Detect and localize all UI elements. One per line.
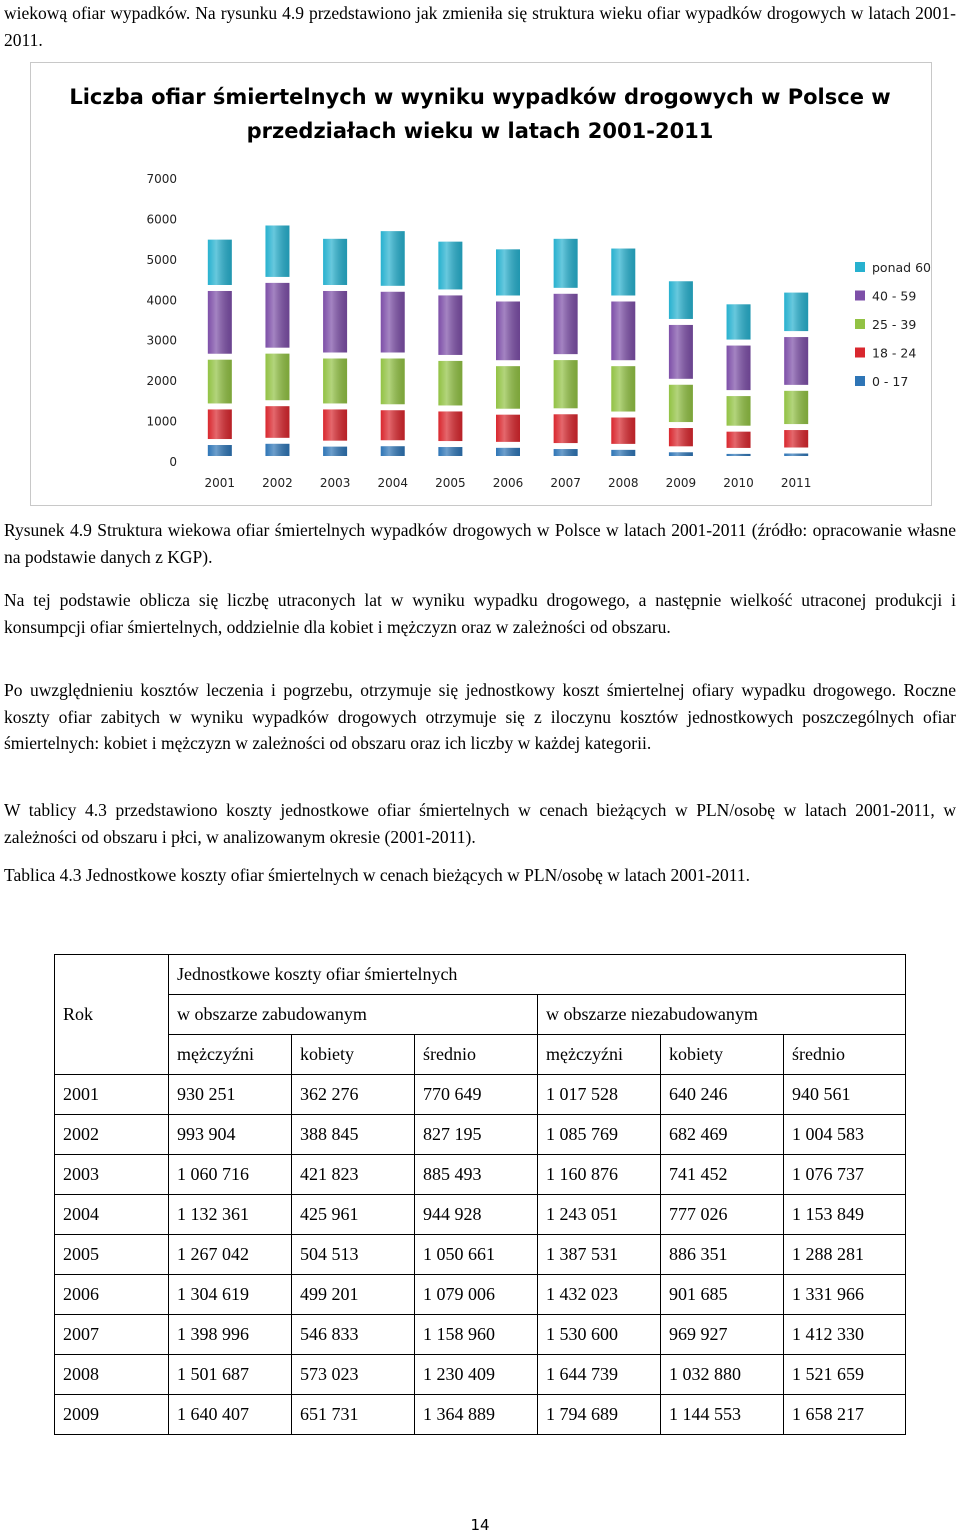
bar-highlight	[554, 360, 578, 408]
legend-swatch	[855, 348, 865, 358]
table-cell: 885 493	[415, 1155, 538, 1195]
table-cell: 1 364 889	[415, 1395, 538, 1435]
bar-highlight	[381, 231, 405, 286]
sub-header: mężczyźni	[169, 1035, 292, 1075]
table-cell: 1 017 528	[538, 1075, 661, 1115]
table-cell: 2007	[55, 1315, 169, 1355]
bar-highlight	[208, 445, 232, 456]
table-cell: 969 927	[661, 1315, 784, 1355]
table-cell: 1 032 880	[661, 1355, 784, 1395]
bar-highlight	[323, 409, 347, 440]
table-cell: 993 904	[169, 1115, 292, 1155]
bar-highlight	[727, 454, 751, 456]
table-row	[55, 1235, 906, 1275]
table-cell: 421 823	[292, 1155, 415, 1195]
sub-header: średnio	[415, 1035, 538, 1075]
y-tick-label: 1000	[146, 414, 177, 429]
y-tick-label: 0	[169, 455, 177, 469]
table-cell: 640 246	[661, 1075, 784, 1115]
table-cell: 1 085 769	[538, 1115, 661, 1155]
table-cell: 1 160 876	[538, 1155, 661, 1195]
table-cell: 1 243 051	[538, 1195, 661, 1235]
bar-highlight	[208, 240, 232, 285]
x-tick-label: 2002	[262, 476, 293, 490]
legend-label: ponad 60	[872, 260, 931, 275]
x-tick-label: 2007	[550, 476, 581, 490]
bar-highlight	[496, 415, 520, 442]
bar-highlight	[669, 325, 693, 379]
table-cell: 1 060 716	[169, 1155, 292, 1195]
bar-highlight	[323, 447, 347, 456]
bar-highlight	[784, 391, 808, 424]
y-tick-label: 5000	[146, 252, 177, 267]
table-cell: 777 026	[661, 1195, 784, 1235]
table-cell: 651 731	[292, 1395, 415, 1435]
bar-highlight	[438, 295, 462, 354]
bar-highlight	[727, 432, 751, 448]
x-tick-label: 2010	[723, 476, 754, 490]
table-cell: 499 201	[292, 1275, 415, 1315]
table-cell: 2008	[55, 1355, 169, 1395]
table-cell: 770 649	[415, 1075, 538, 1115]
legend-label: 0 - 17	[872, 374, 909, 389]
table-cell: 1 144 553	[661, 1395, 784, 1435]
table-cell: 546 833	[292, 1315, 415, 1355]
table-cell: 388 845	[292, 1115, 415, 1155]
table-cell: 1 658 217	[784, 1395, 906, 1435]
bar-highlight	[669, 452, 693, 456]
table-cell: 2001	[55, 1075, 169, 1115]
bar-highlight	[496, 366, 520, 409]
bar-highlight	[669, 385, 693, 422]
bar-highlight	[669, 428, 693, 446]
table-cell: 1 079 006	[415, 1275, 538, 1315]
table-cell: 1 521 659	[784, 1355, 906, 1395]
table-cell: 425 961	[292, 1195, 415, 1235]
bar-highlight	[381, 292, 405, 353]
y-tick-label: 7000	[146, 172, 177, 186]
bar-highlight	[611, 450, 635, 456]
table-cell: 1 153 849	[784, 1195, 906, 1235]
y-tick-label: 6000	[146, 212, 177, 227]
table-cell: 2003	[55, 1155, 169, 1195]
x-tick-label: 2006	[492, 476, 524, 490]
table-cell: 573 023	[292, 1355, 415, 1395]
table-cell: 1 004 583	[784, 1115, 906, 1155]
table-cell: 1 050 661	[415, 1235, 538, 1275]
legend-swatch	[855, 319, 865, 329]
bar-highlight	[208, 360, 232, 404]
bar-highlight	[438, 242, 462, 290]
area-built-header: w obszarze zabudowanym	[169, 995, 538, 1035]
bar-highlight	[438, 411, 462, 441]
table-cell: 1 398 996	[169, 1315, 292, 1355]
x-tick-label: 2011	[780, 476, 812, 490]
legend-label: 40 - 59	[872, 288, 917, 304]
table-cell: 741 452	[661, 1155, 784, 1195]
x-tick-label: 2009	[665, 476, 697, 490]
table-cell: 940 561	[784, 1075, 906, 1115]
paragraph: Na tej podstawie oblicza się liczbę utraconych lat w wyniku wypadku drogowego, a następnie wielkość utraconej produkcji i konsumpcji ofiar śmiertelnych, oddzielnie dla kobiet i mężczyzn oraz w zależności od obszaru.	[4, 590, 956, 637]
bar-highlight	[323, 291, 347, 353]
table-cell: 1 640 407	[169, 1395, 292, 1435]
bar-highlight	[265, 283, 289, 348]
table-row	[55, 1155, 906, 1195]
bar-highlight	[611, 249, 635, 296]
table-cell: 1 267 042	[169, 1235, 292, 1275]
bar-highlight	[554, 449, 578, 456]
bar-highlight	[496, 448, 520, 456]
y-tick-label: 3000	[146, 333, 177, 348]
page-number: 14	[470, 1516, 490, 1534]
y-tick-label: 2000	[146, 374, 177, 389]
bar-highlight	[554, 294, 578, 354]
table-cell: 504 513	[292, 1235, 415, 1275]
bar-highlight	[727, 396, 751, 426]
intro-text: wiekową ofiar wypadków. Na rysunku 4.9 przedstawiono jak zmieniła się struktura wieku ofiar wypadków drogowych w latach 2001-2011.	[4, 3, 956, 50]
table-row	[55, 1075, 906, 1115]
x-tick-label: 2008	[607, 476, 639, 490]
table-row	[55, 1275, 906, 1315]
table-cell: 1 501 687	[169, 1355, 292, 1395]
table-cell: 930 251	[169, 1075, 292, 1115]
bar-highlight	[265, 444, 289, 456]
bar-highlight	[381, 446, 405, 456]
bar-highlight	[381, 359, 405, 405]
sub-header: średnio	[784, 1035, 906, 1075]
table-cell: 2006	[55, 1275, 169, 1315]
bar-highlight	[208, 409, 232, 439]
table-cell: 901 685	[661, 1275, 784, 1315]
bar-highlight	[611, 418, 635, 444]
table-cell: 1 331 966	[784, 1275, 906, 1315]
table-row	[55, 1195, 906, 1235]
bar-highlight	[323, 239, 347, 285]
bar-highlight	[784, 454, 808, 456]
table-cell: 1 432 023	[538, 1275, 661, 1315]
table-row	[55, 1115, 906, 1155]
sub-header: kobiety	[661, 1035, 784, 1075]
bar-highlight	[438, 447, 462, 456]
bar-highlight	[727, 346, 751, 391]
table-cell: 2004	[55, 1195, 169, 1235]
table-cell: 944 928	[415, 1195, 538, 1235]
x-tick-label: 2003	[319, 476, 351, 490]
bar-highlight	[265, 225, 289, 276]
table-row	[55, 1315, 906, 1355]
table-cell: 827 195	[415, 1115, 538, 1155]
x-tick-label: 2001	[204, 476, 236, 490]
table-cell: 1 076 737	[784, 1155, 906, 1195]
table-cell: 1 412 330	[784, 1315, 906, 1355]
y-tick-label: 4000	[146, 293, 177, 308]
table-cell: 1 158 960	[415, 1315, 538, 1355]
sub-header: mężczyźni	[538, 1035, 661, 1075]
bar-highlight	[554, 239, 578, 288]
bar-highlight	[265, 406, 289, 438]
bar-highlight	[554, 414, 578, 443]
table-cell: 1 794 689	[538, 1395, 661, 1435]
bar-highlight	[784, 430, 808, 447]
table-caption: Tablica 4.3 Jednostkowe koszty ofiar śmiertelnych w cenach bieżących w PLN/osobę w latach 2001-2011.	[4, 865, 751, 885]
table-cell: 1 230 409	[415, 1355, 538, 1395]
table-cell: 682 469	[661, 1115, 784, 1155]
cost-table	[54, 954, 906, 1435]
bar-highlight	[611, 301, 635, 360]
figure-caption: Rysunek 4.9 Struktura wiekowa ofiar śmiertelnych wypadków drogowych w Polsce w latach 2001-2011 (źródło: opracowanie własne na podstawie danych z KGP).	[4, 520, 956, 567]
legend-swatch	[855, 291, 865, 301]
bar-highlight	[611, 366, 635, 411]
sub-header: kobiety	[292, 1035, 415, 1075]
table-row	[55, 1395, 906, 1435]
bar-highlight	[496, 301, 520, 360]
group-header: Jednostkowe koszty ofiar śmiertelnych	[169, 955, 906, 995]
paragraph: W tablicy 4.3 przedstawiono koszty jednostkowe ofiar śmiertelnych w cenach bieżących w PLN/osobę w latach 2001-2011, w zależności od obszaru i płci, w analizowanym okresie (2001-2011).	[4, 800, 956, 847]
table-cell: 1 644 739	[538, 1355, 661, 1395]
table-row	[55, 1355, 906, 1395]
bar-highlight	[265, 354, 289, 401]
x-tick-label: 2005	[435, 476, 466, 490]
area-nonbuilt-header: w obszarze niezabudowanym	[538, 995, 906, 1035]
bar-highlight	[438, 361, 462, 406]
x-tick-label: 2004	[377, 476, 409, 490]
legend-label: 25 - 39	[872, 317, 917, 332]
chart-title: Liczba ofiar śmiertelnych w wyniku wypadków drogowych w Polsce w przedziałach wieku w latach 2001-2011	[69, 85, 891, 143]
table-cell: 1 530 600	[538, 1315, 661, 1355]
paragraph: Po uwzględnieniu kosztów leczenia i pogrzebu, otrzymuje się jednostkowy koszt śmiertelnej ofiary wypadku drogowego. Roczne koszty ofiar zabitych w wyniku wypadków drogowych otrzymuje się z iloczynu kosztów jednostkowych poszczególnych ofiar śmiertelnych: kobiet i mężczyzn w zależności od obszaru oraz ich liczby w każdej kategorii.	[4, 680, 956, 753]
table-cell: 2005	[55, 1235, 169, 1275]
bar-highlight	[669, 281, 693, 319]
bar-highlight	[784, 337, 808, 385]
rok-header: Rok	[55, 955, 169, 1075]
table-cell: 886 351	[661, 1235, 784, 1275]
table-cell: 1 132 361	[169, 1195, 292, 1235]
table-cell: 1 304 619	[169, 1275, 292, 1315]
table-cell: 2009	[55, 1395, 169, 1435]
legend-swatch	[855, 376, 865, 386]
legend-swatch	[855, 262, 865, 272]
bar-highlight	[381, 410, 405, 440]
table-cell: 1 387 531	[538, 1235, 661, 1275]
table-cell: 2002	[55, 1115, 169, 1155]
bar-highlight	[727, 304, 751, 339]
table-cell: 362 276	[292, 1075, 415, 1115]
bar-highlight	[323, 359, 347, 404]
bar-highlight	[784, 293, 808, 331]
bar-highlight	[208, 291, 232, 354]
table-cell: 1 288 281	[784, 1235, 906, 1275]
bar-highlight	[496, 249, 520, 295]
legend-label: 18 - 24	[872, 345, 917, 361]
